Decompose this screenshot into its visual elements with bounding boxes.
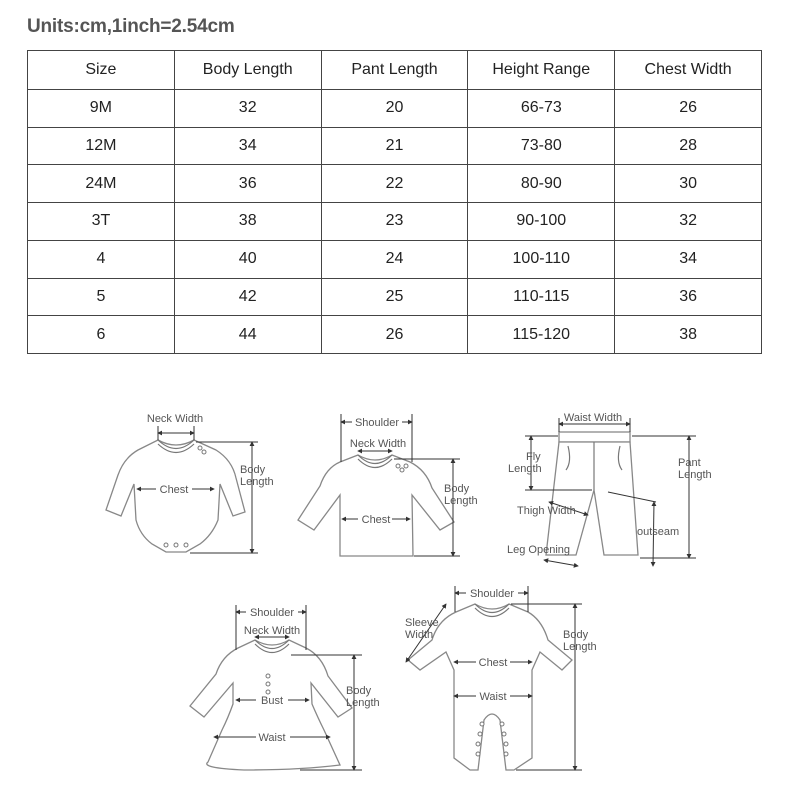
cell-chest-width: 30 (615, 165, 762, 203)
bodysuit-icon (106, 440, 245, 552)
shirt-neck-width-label: Neck Width (349, 438, 407, 450)
cell-chest-width: 28 (615, 127, 762, 165)
shirt-chest-label: Chest (361, 514, 391, 526)
cell-body-length: 38 (174, 203, 321, 241)
dress-neck-width-label: Neck Width (243, 625, 301, 637)
bodysuit-diagram (106, 413, 274, 553)
header-height-range: Height Range (468, 51, 615, 90)
dress-body-length-label-2: Length (346, 697, 380, 709)
dress-bust-label: Bust (260, 695, 284, 707)
cell-size: 6 (28, 316, 175, 354)
cell-size: 12M (28, 127, 175, 165)
pants-leg-opening-label: Leg Opening (507, 544, 570, 556)
dress-body-length-label-1: Body (346, 685, 372, 697)
header-chest-width: Chest Width (615, 51, 762, 90)
cell-size: 5 (28, 278, 175, 316)
header-pant-length: Pant Length (321, 51, 468, 90)
cell-height-range: 110-115 (468, 278, 615, 316)
cell-size: 24M (28, 165, 175, 203)
table-row (28, 165, 762, 203)
size-chart-table (27, 50, 762, 354)
cell-chest-width: 38 (615, 316, 762, 354)
pants-diagram (507, 412, 712, 566)
pants-pant-length-label-1: Pant (678, 457, 701, 469)
pants-outseam-label: outseam (637, 526, 680, 538)
units-note: Units:cm,1inch=2.54cm (27, 16, 235, 37)
pants-fly-length-label-1: Fly (526, 451, 541, 463)
table-row (28, 316, 762, 354)
table-row (28, 278, 762, 316)
cell-height-range: 80-90 (468, 165, 615, 203)
cell-body-length: 32 (174, 90, 321, 128)
pants-icon (546, 432, 638, 555)
cell-chest-width: 32 (615, 203, 762, 241)
cell-height-range: 100-110 (468, 240, 615, 278)
cell-body-length: 40 (174, 240, 321, 278)
cell-pant-length: 21 (321, 127, 468, 165)
romper-body-length-label-2: Length (563, 641, 597, 653)
pants-thigh-width-label: Thigh Width (517, 505, 576, 517)
cell-size: 3T (28, 203, 175, 241)
pants-fly-length-label-2: Length (508, 463, 542, 475)
dress-waist-label: Waist (258, 732, 286, 744)
bodysuit-body-length-label-2: Length (240, 476, 274, 488)
cell-chest-width: 26 (615, 90, 762, 128)
table-row (28, 240, 762, 278)
cell-height-range: 115-120 (468, 316, 615, 354)
header-size: Size (28, 51, 175, 90)
romper-chest-label: Chest (478, 657, 508, 669)
bodysuit-body-length-label-1: Body (240, 464, 266, 476)
dress-diagram (190, 605, 380, 770)
table-row (28, 203, 762, 241)
cell-chest-width: 34 (615, 240, 762, 278)
romper-body-length-label-1: Body (563, 629, 589, 641)
bodysuit-neck-width-label: Neck Width (146, 413, 204, 425)
cell-size: 9M (28, 90, 175, 128)
table-row (28, 90, 762, 128)
cell-height-range: 66-73 (468, 90, 615, 128)
cell-height-range: 90-100 (468, 203, 615, 241)
shirt-diagram (298, 414, 478, 556)
cell-body-length: 44 (174, 316, 321, 354)
romper-sleeve-width-label-1: Sleeve (405, 617, 439, 629)
cell-pant-length: 25 (321, 278, 468, 316)
shirt-body-length-label-2: Length (444, 495, 478, 507)
shirt-shoulder-label: Shoulder (354, 417, 400, 429)
measurement-diagrams (0, 380, 800, 800)
cell-body-length: 36 (174, 165, 321, 203)
cell-pant-length: 24 (321, 240, 468, 278)
romper-waist-label: Waist (479, 691, 507, 703)
cell-pant-length: 23 (321, 203, 468, 241)
cell-pant-length: 26 (321, 316, 468, 354)
dress-shoulder-label: Shoulder (249, 607, 295, 619)
shirt-icon (298, 455, 454, 556)
cell-pant-length: 22 (321, 165, 468, 203)
cell-pant-length: 20 (321, 90, 468, 128)
header-body-length: Body Length (174, 51, 321, 90)
romper-sleeve-width-label-2: Width (405, 629, 434, 641)
cell-chest-width: 36 (615, 278, 762, 316)
bodysuit-chest-label: Chest (159, 484, 189, 496)
pants-pant-length-label-2: Length (678, 469, 712, 481)
table-header-row (28, 51, 762, 90)
shirt-body-length-label-1: Body (444, 483, 470, 495)
cell-body-length: 34 (174, 127, 321, 165)
pants-waist-width-label: Waist Width (563, 412, 623, 424)
romper-diagram (405, 586, 597, 770)
cell-body-length: 42 (174, 278, 321, 316)
cell-size: 4 (28, 240, 175, 278)
cell-height-range: 73-80 (468, 127, 615, 165)
romper-shoulder-label: Shoulder (469, 588, 515, 600)
table-row (28, 127, 762, 165)
